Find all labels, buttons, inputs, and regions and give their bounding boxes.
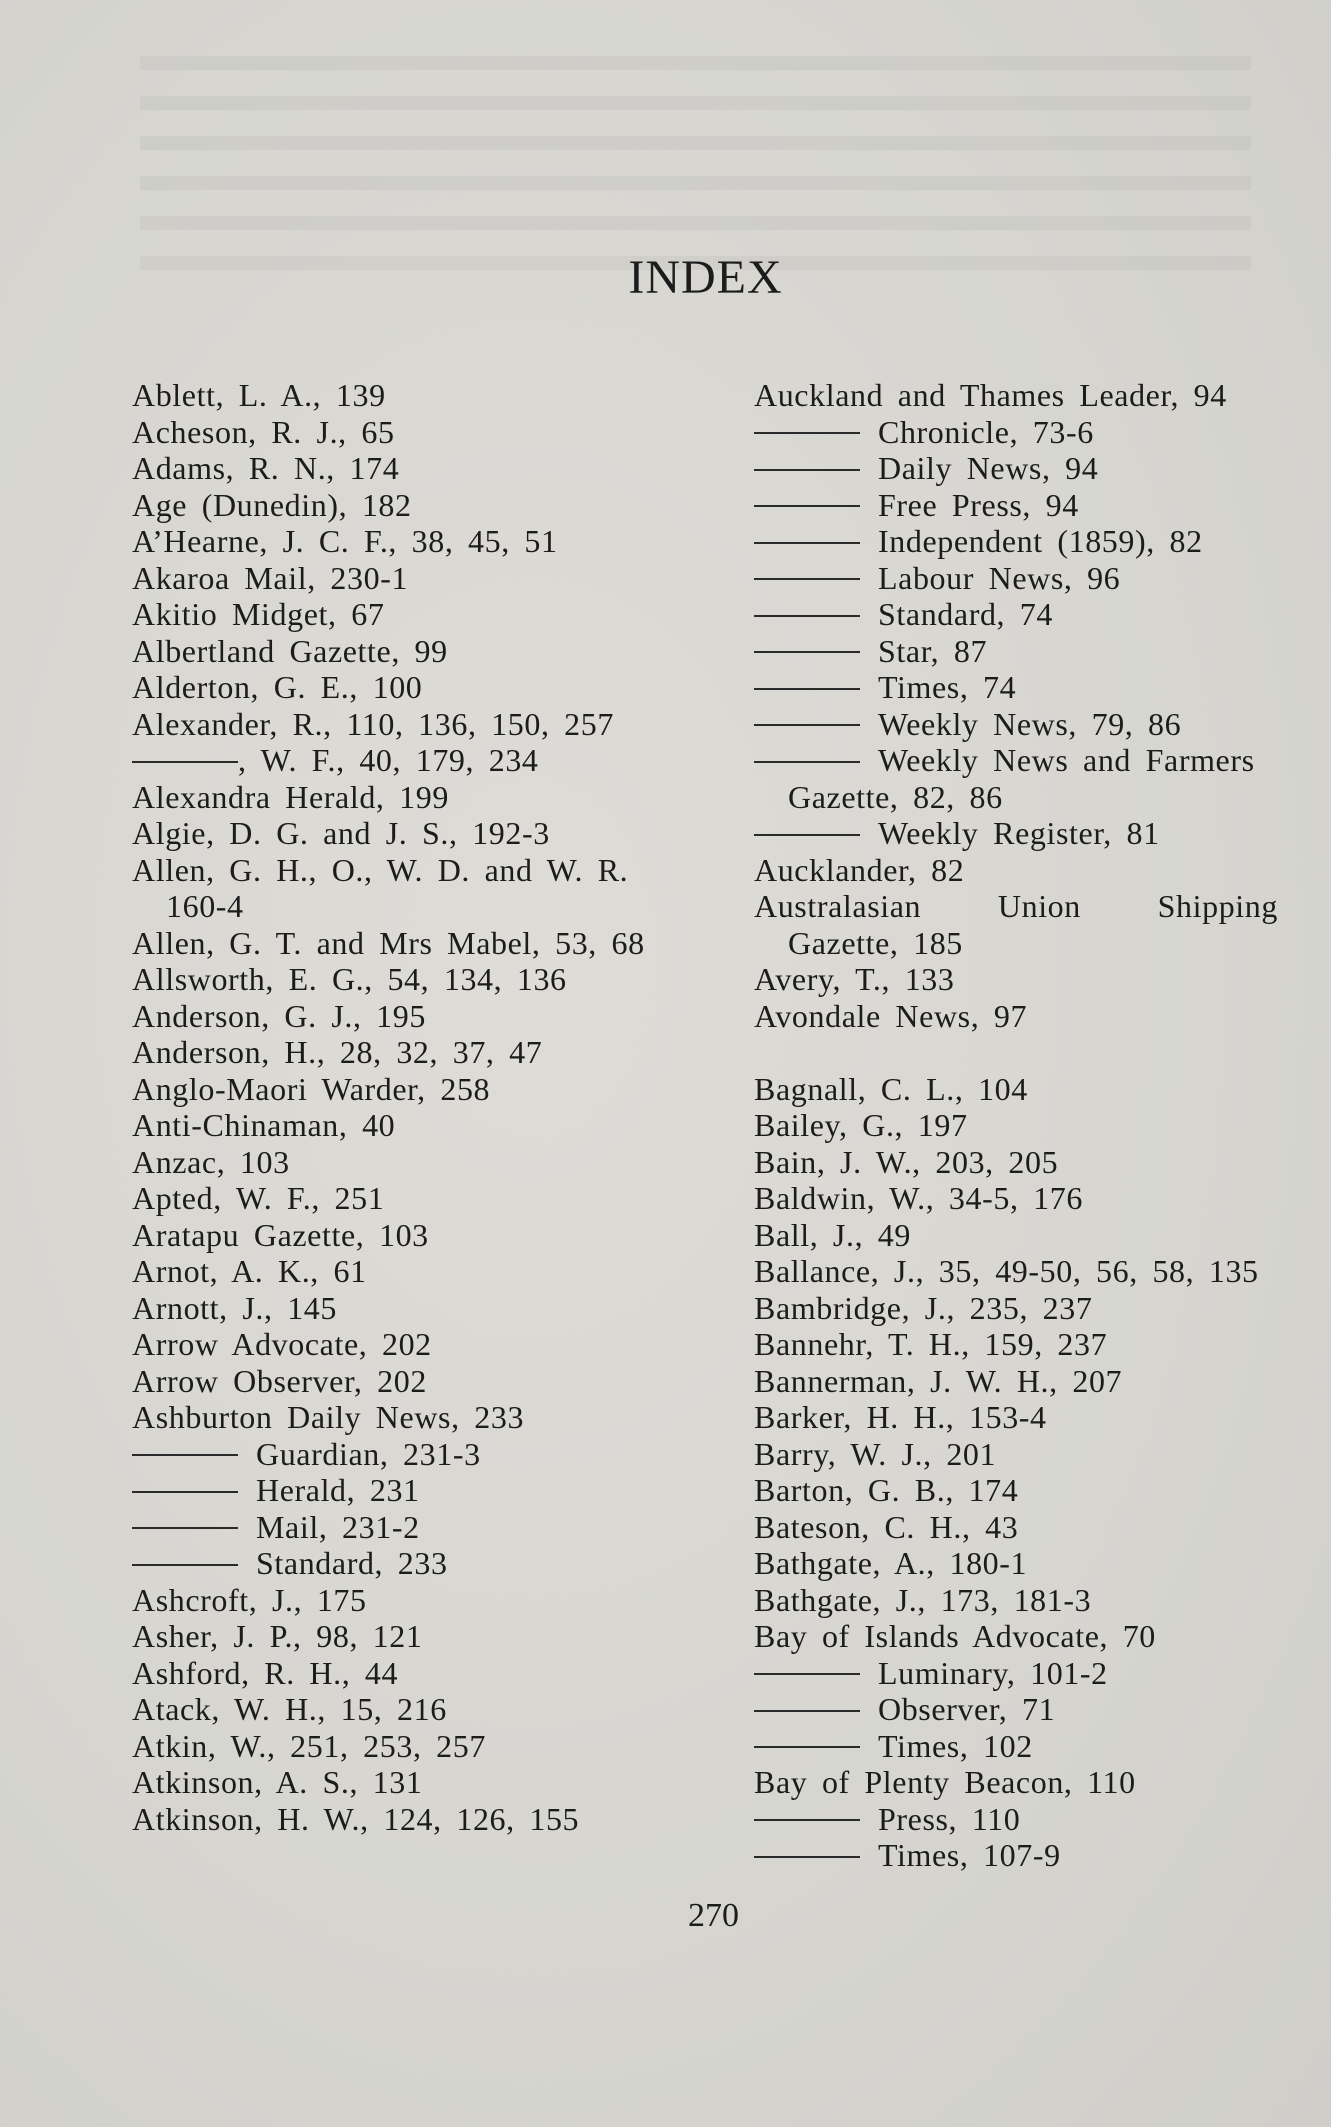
index-subentry: Star, 87	[754, 633, 1278, 670]
index-entry: Barker, H. H., 153-4	[754, 1399, 1047, 1435]
index-entry: Barry, W. J., 201	[754, 1435, 997, 1472]
index-subentry: Standard, 74	[754, 596, 1278, 633]
index-entry: Albertland Gazette, 99	[132, 632, 448, 669]
index-entry: Baldwin, W., 34-5, 176	[754, 1180, 1083, 1216]
index-subentry: Free Press, 94	[754, 487, 1278, 524]
index-entry: Bagnall, C. L., 104	[754, 1070, 1028, 1107]
index-entry: Anti-Chinaman, 40	[132, 1107, 396, 1143]
index-entry: Bateson, C. H., 43	[754, 1508, 1019, 1545]
index-column-right	[754, 377, 1278, 1874]
page-title: INDEX	[628, 251, 783, 304]
index-entry: Arrow Advocate, 202	[132, 1326, 432, 1362]
index-entry: Allsworth, E. G., 54, 134, 136	[132, 961, 567, 997]
index-subentry: Weekly News and Farmers Gazette, 82, 86	[754, 742, 1278, 815]
index-entry: Bathgate, J., 173, 181-3	[754, 1581, 1092, 1618]
index-subentry: Guardian, 231-3	[132, 1436, 672, 1473]
index-entry: Acheson, R. J., 65	[132, 413, 395, 450]
index-entry: Barton, G. B., 174	[754, 1472, 1019, 1508]
index-entry: Arnott, J., 145	[132, 1289, 337, 1326]
index-entry: Ashford, R. H., 44	[132, 1654, 399, 1691]
index-entry: Atack, W. H., 15, 216	[132, 1691, 447, 1727]
index-entry: Arnot, A. K., 61	[132, 1253, 367, 1289]
index-entry: Bain, J. W., 203, 205	[754, 1143, 1059, 1180]
index-subentry: Times, 74	[754, 669, 1278, 706]
index-entry: Bay of Islands Advocate, 70	[754, 1618, 1156, 1654]
index-entry: Alexander, R., 110, 136, 150, 257	[132, 705, 614, 742]
index-entry: Atkinson, A. S., 131	[132, 1764, 423, 1800]
index-subentry: , W. F., 40, 179, 234	[132, 742, 672, 779]
index-entry: Anderson, H., 28, 32, 37, 47	[132, 1034, 543, 1070]
index-entry: Aucklander, 82	[754, 851, 965, 888]
index-section-gap	[754, 1034, 1278, 1071]
index-entry: Bannehr, T. H., 159, 237	[754, 1326, 1108, 1362]
index-subentry: Weekly News, 79, 86	[754, 706, 1278, 743]
page-number: 270	[688, 1897, 739, 1934]
index-entry: Asher, J. P., 98, 121	[132, 1618, 423, 1654]
index-subentry: Times, 102	[754, 1728, 1278, 1765]
index-subentry: Independent (1859), 82	[754, 523, 1278, 560]
index-entry: Bailey, G., 197	[754, 1107, 968, 1143]
index-entry: Bannerman, J. W. H., 207	[754, 1362, 1123, 1399]
index-entry: Avondale News, 97	[754, 997, 1028, 1034]
index-entry: Australasian Union Shipping Gazette, 185	[754, 888, 1278, 961]
index-entry: Ball, J., 49	[754, 1216, 911, 1253]
index-entry: Avery, T., 133	[754, 961, 955, 997]
index-entry: Alderton, G. E., 100	[132, 669, 423, 705]
index-entry: Bathgate, A., 180-1	[754, 1545, 1028, 1581]
index-entry: Auckland and Thames Leader, 94	[754, 377, 1227, 413]
index-entry: Allen, G. H., O., W. D. and W. R. 160-4	[132, 851, 629, 924]
index-entry: Bambridge, J., 235, 237	[754, 1289, 1093, 1326]
index-entry: Ashcroft, J., 175	[132, 1581, 367, 1618]
index-entry: Akitio Midget, 67	[132, 596, 385, 632]
index-entry: Atkinson, H. W., 124, 126, 155	[132, 1800, 580, 1837]
index-entry: Akaroa Mail, 230-1	[132, 559, 409, 596]
index-entry: Anzac, 103	[132, 1143, 290, 1180]
index-entry: Arrow Observer, 202	[132, 1362, 427, 1399]
index-entry: Ashburton Daily News, 233	[132, 1399, 525, 1435]
index-subentry: Mail, 231-2	[132, 1509, 672, 1546]
index-entry: Atkin, W., 251, 253, 257	[132, 1727, 486, 1764]
index-entry: Bay of Plenty Beacon, 110	[754, 1764, 1136, 1800]
index-subentry: Luminary, 101-2	[754, 1655, 1278, 1692]
index-entry: Allen, G. T. and Mrs Mabel, 53, 68	[132, 924, 645, 961]
index-entry: Age (Dunedin), 182	[132, 486, 412, 523]
index-entry: A’Hearne, J. C. F., 38, 45, 51	[132, 523, 558, 559]
index-subentry: Standard, 233	[132, 1545, 672, 1582]
index-entry: Adams, R. N., 174	[132, 450, 400, 486]
index-subentry: Press, 110	[754, 1801, 1278, 1838]
index-column-left	[132, 377, 672, 1837]
index-subentry: Weekly Register, 81	[754, 815, 1278, 852]
index-subentry: Herald, 231	[132, 1472, 672, 1509]
index-entry: Aratapu Gazette, 103	[132, 1216, 429, 1253]
index-entry: Ablett, L. A., 139	[132, 377, 386, 413]
index-subentry: Times, 107-9	[754, 1837, 1278, 1874]
index-entry: Apted, W. F., 251	[132, 1180, 385, 1216]
index-subentry: Labour News, 96	[754, 560, 1278, 597]
index-subentry: Chronicle, 73-6	[754, 414, 1278, 451]
index-subentry: Observer, 71	[754, 1691, 1278, 1728]
index-entry: Anderson, G. J., 195	[132, 997, 426, 1034]
index-subentry: Daily News, 94	[754, 450, 1278, 487]
index-entry: Ballance, J., 35, 49-50, 56, 58, 135	[754, 1253, 1259, 1289]
index-entry: Alexandra Herald, 199	[132, 778, 449, 815]
index-entry: Algie, D. G. and J. S., 192-3	[132, 815, 550, 851]
index-entry: Anglo-Maori Warder, 258	[132, 1070, 491, 1107]
